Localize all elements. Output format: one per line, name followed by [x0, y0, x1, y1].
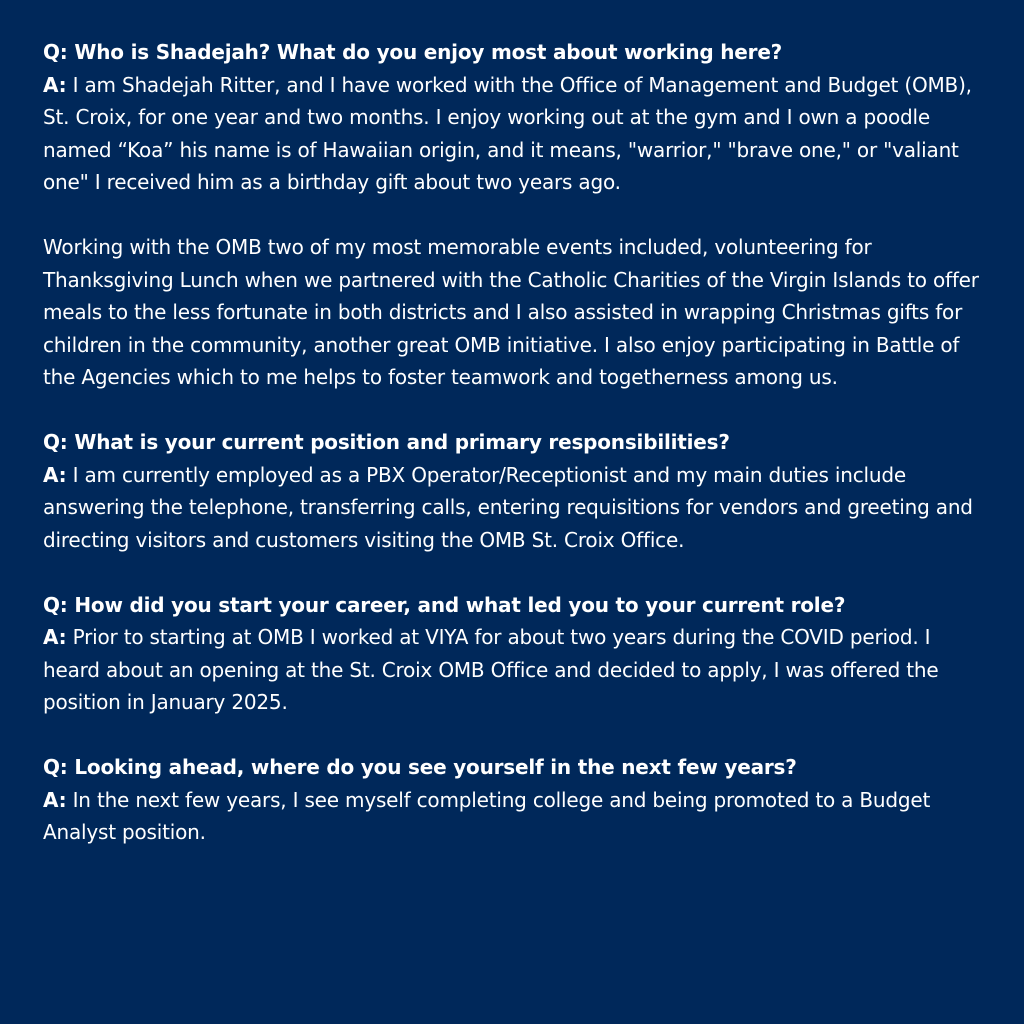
- answer-2-text: I am currently employed as a PBX Operator/Receptionist and my main duties include answering the telephone, transferring calls, entering requisitions for vendors and greeting and directing visitors and customers visiting the OMB St. Croix Office.: [43, 462, 973, 552]
- answer-1-text: I am Shadejah Ritter, and I have worked with the Office of Management and Budget (OMB), St. Croix, for one year and two months. I enjoy working out at the gym and I own a poodle named “Koa” his name is of Hawaiian origin, and it means, "warrior," "brave one," or "valiant one" I received him as a birthday gift about two years ago.: [43, 72, 972, 194]
- answer-1-paragraph-2: Working with the OMB two of my most memorable events included, volunteering for Thanksgiving Lunch when we partnered with the Catholic Charities of the Virgin Islands to offer meals to the less fortunate in both districts and I also assisted in wrapping Christmas gifts for children in the community, another great OMB initiative. I also enjoy participating in Battle of the Agencies which to me helps to foster teamwork and togetherness among us.: [43, 235, 979, 389]
- answer-label-2: A:: [43, 462, 67, 487]
- answer-4: [43, 784, 984, 849]
- answer-3-text: Prior to starting at OMB I worked at VIYA for about two years during the COVID period. I heard about an opening at the St. Croix OMB Office and decided to apply, I was offered the position in January 2025.: [43, 625, 939, 714]
- section-spacer: [43, 394, 984, 427]
- answer-1: [43, 69, 984, 199]
- section-spacer: [43, 199, 984, 232]
- question-3: Q: How did you start your career, and what led you to your current role?: [43, 592, 846, 617]
- answer-label-4: A:: [43, 787, 67, 812]
- question-4: Q: Looking ahead, where do you see yourself in the next few years?: [43, 755, 797, 779]
- answer-label-3: A:: [43, 625, 67, 649]
- answer-4-text: In the next few years, I see myself completing college and being promoted to a Budget Analyst position.: [43, 787, 931, 844]
- answer-3: [43, 621, 984, 719]
- answer-2: [43, 459, 984, 557]
- answer-label-1: A:: [43, 72, 67, 97]
- section-spacer: [43, 719, 984, 752]
- section-spacer: [43, 556, 984, 589]
- question-1: Q: Who is Shadejah? What do you enjoy most about working here?: [43, 40, 783, 64]
- question-2: Q: What is your current position and primary responsibilities?: [43, 430, 730, 454]
